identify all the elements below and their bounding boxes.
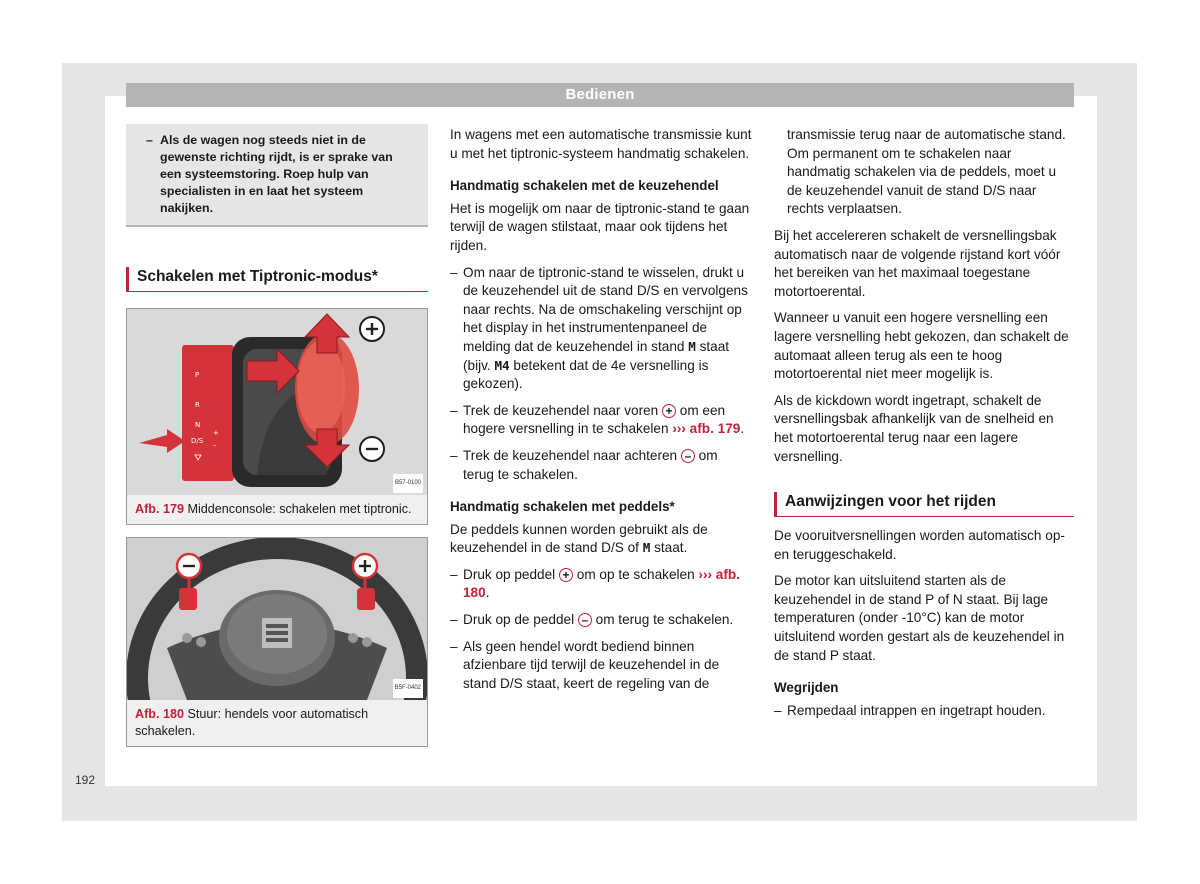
- code-m: M: [688, 338, 696, 354]
- list-item: – Als geen hendel wordt bediend binnen afzienbare tijd terwijl de keuzehendel in de stand D/S staat, keert de regeling van de: [450, 638, 752, 694]
- list-text: om terug te schakelen.: [591, 612, 734, 628]
- figure-reference-link[interactable]: ››› afb. 180: [463, 566, 740, 601]
- list-item: – Trek de keuzehendel naar achteren – om terug te schakelen.: [450, 447, 718, 482]
- gate-n-label: N: [195, 421, 201, 429]
- gate-ds-label: D/S: [191, 437, 204, 445]
- subheading-peddels: Handmatig schakelen met peddels*: [450, 499, 675, 515]
- plus-symbol-icon: +: [559, 568, 573, 582]
- section-title-tiptronic: Schakelen met Tiptronic-modus*: [126, 267, 428, 292]
- figure-179-label: Afb. 179: [135, 502, 184, 516]
- list-text: Trek de keuzehendel naar achteren: [463, 447, 681, 463]
- list-text: staat (bijv.: [463, 338, 730, 373]
- subheading-keuzehendel: Handmatig schakelen met de keuzehendel: [450, 178, 719, 194]
- figure-reference-link[interactable]: ››› afb. 179: [672, 421, 741, 437]
- list-text: Druk op de peddel: [463, 612, 578, 628]
- page-header: Bedienen: [126, 83, 1074, 107]
- figure-180-caption-text: Stuur: hendels voor automatisch schakelen.: [135, 707, 369, 738]
- figure-179-image: [127, 309, 427, 495]
- warning-box: – Als de wagen nog steeds niet in de gewenste richting rijdt, is er sprake van een systeemstoring. Roep hulp van specialisten in en laat het systeem nakijken.: [126, 124, 428, 227]
- continued-text: transmissie terug naar de automatische stand. Om permanent om te schakelen naar handmatig schakelen via de peddels, moet u de keuzehendel vanuit de stand D/S naar rechts verplaatsen.: [787, 127, 1066, 217]
- section-title-aanwijzingen: Aanwijzingen voor het rijden: [774, 492, 1074, 517]
- figure-179-caption: [127, 495, 427, 524]
- minus-symbol-icon: –: [578, 613, 592, 627]
- list-text: om op te schakelen: [572, 566, 699, 582]
- paragraph-kickdown: Als de kickdown wordt ingetrapt, schakelt de versnellingsbak afhankelijk van de snelheid en het motortoerental terug naar een lagere versnelling.: [774, 392, 1054, 464]
- list-item: – Druk op de peddel – om terug te schakelen.: [450, 612, 734, 628]
- gate-p-label: P: [195, 371, 200, 379]
- list-text: Trek de keuzehendel naar voren: [463, 402, 662, 418]
- gate-minus-label: –: [213, 441, 217, 449]
- figure-180-image: [127, 538, 427, 700]
- list-text: betekent dat de 4e versnelling is gekozen).: [463, 357, 709, 392]
- page-number: 192: [75, 773, 96, 787]
- code-m4: M4: [494, 357, 510, 373]
- paragraph-terugschakelen: Wanneer u vanuit een hogere versnelling een lagere versnelling hebt gekozen, dan schakelt de automaat alleen terug als een te hoog motortoerental niet meer mogelijk is.: [774, 310, 1069, 382]
- figure-179-code: B57-0100: [393, 474, 423, 493]
- gate-plus-label: +: [213, 429, 219, 437]
- list-text: Om naar de tiptronic-stand te wisselen, drukt u de keuzehendel uit de stand D/S en vervolgens naar rechts. Na de omschakeling verschijnt op het display in het instrumentenpaneel de melding dat de keuzehendel in stand: [463, 264, 748, 354]
- seat-logo: [262, 618, 292, 648]
- list-text: Rempedaal intrappen en ingetrapt houden.: [787, 702, 1046, 718]
- paragraph-text: staat.: [650, 540, 688, 556]
- gate-r-label: R: [195, 401, 200, 409]
- paragraph-tiptronic-stand: Het is mogelijk om naar de tiptronic-stand te gaan terwijl de wagen stilstaat, maar ook tijdens het rijden.: [450, 200, 750, 253]
- list-text: Als geen hendel wordt bediend binnen afzienbare tijd terwijl de keuzehendel in de stand D/S staat, keert de regeling van de: [463, 638, 720, 691]
- figure-180-caption: [127, 700, 427, 746]
- list-item: – Trek de keuzehendel naar voren + om een hogere versnelling in te schakelen ››› afb. 179.: [450, 402, 745, 437]
- paragraph-vooruitversnellingen: De vooruitversnellingen worden automatisch op- en teruggeschakeld.: [774, 528, 1065, 562]
- figure-180-code: B5F-0402: [393, 679, 423, 698]
- figure-180: [126, 537, 428, 747]
- column-middle: [450, 126, 752, 701]
- list-text: om terug te schakelen.: [463, 447, 718, 482]
- warning-text: Als de wagen nog steeds niet in de gewenste richting rijdt, is er sprake van een systeemstoring. Roep hulp van specialisten in en laat het systeem nakijken.: [160, 133, 393, 215]
- paragraph-accelereren: Bij het accelereren schakelt de versnellingsbak automatisch naar de volgende rijstand kort vóór het bereiken van het maximaal toegestane motortoerental.: [774, 227, 1061, 299]
- subheading-wegrijden: Wegrijden: [774, 680, 839, 696]
- center-console-illustration: [127, 309, 427, 495]
- column-right: [774, 126, 1074, 728]
- list-text: om een hogere versnelling in te schakelen: [463, 402, 726, 437]
- column-left: [126, 124, 428, 747]
- code-m: M: [642, 540, 651, 556]
- figure-180-label: Afb. 180: [135, 707, 184, 721]
- list-item: – Druk op peddel + om op te schakelen ››› afb. 180.: [450, 566, 740, 601]
- shift-gate-panel: [182, 345, 234, 481]
- figure-179-caption-text: Middenconsole: schakelen met tiptronic.: [187, 502, 412, 516]
- list-text: Druk op peddel: [463, 566, 559, 582]
- figure-179: [126, 308, 428, 525]
- steering-wheel-illustration: [127, 538, 427, 700]
- list-item: – Om naar de tiptronic-stand te wisselen, drukt u de keuzehendel uit de stand D/S en vervolgens naar rechts. Na de omschakeling verschijnt op het display in het instrumentenpaneel de melding dat de keuzehendel in stand M staat (bijv. M4 betekent dat de 4e versnelling is gekozen).: [450, 264, 748, 392]
- plus-symbol-icon: +: [662, 404, 676, 418]
- list-item: – Rempedaal intrappen en ingetrapt houden.: [774, 702, 1074, 721]
- paragraph-text: De peddels kunnen worden gebruikt als de keuzehendel in de stand D/S of: [450, 521, 708, 556]
- intro-paragraph: In wagens met een automatische transmissie kunt u met het tiptronic-systeem handmatig schakelen.: [450, 127, 752, 161]
- paragraph-peddels: [450, 521, 752, 558]
- paragraph-motor-starten: De motor kan uitsluitend starten als de keuzehendel in de stand P of N staat. Bij lage temperaturen (onder -10°C) kan de motor uitsluitend worden gestart als de keuzehendel in de stand P staat.: [774, 573, 1065, 663]
- minus-symbol-icon: –: [681, 449, 695, 463]
